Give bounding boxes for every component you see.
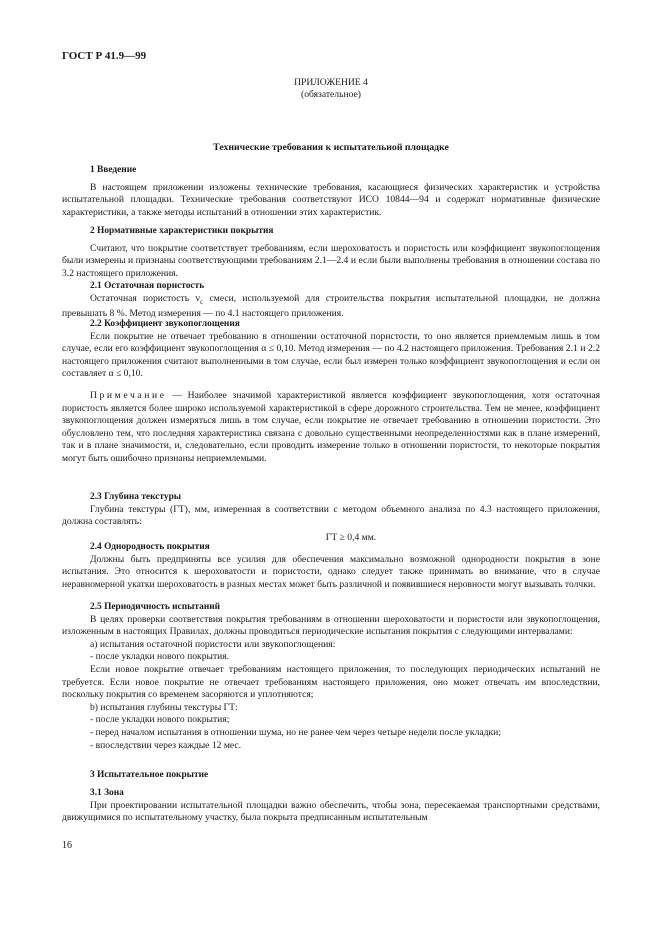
paragraph: Считают, что покрытие соответствует требованиям, если шероховатость и пористость или коэффициент звукопоглощения были измерены и признаны соответствующими требованиям 2.1—2.4 и если были выполнены требования в отношении состава по 3.2 настоящего приложения. [62,242,600,279]
note-label: Примечание [90,390,167,401]
annex-title: ПРИЛОЖЕНИЕ 4 [294,77,368,88]
list-item: - перед началом испытания в отношении шума, но не ранее чем через четыре недели после укладки; [90,726,501,738]
paragraph: Должны быть предприняты все усилия для обеспечения максимально возможной однородности покрытия в зоне испытания. Это относится к шероховатости и пористости, однако следует также принимать во внимание, что в случае неравномерной укатки шероховатость в разных местах может быть различной и появившиеся неровности могут вызывать толчки. [62,553,600,590]
section-heading: 2.2 Коэффициент звукопоглощения [90,319,240,329]
list-item: - впоследствии через каждые 12 мес. [90,739,242,751]
section-2-1 [62,280,600,321]
section-3-1 [62,787,600,825]
list-item: b) испытания глубины текстуры ГТ: [90,701,238,713]
section-heading: 2.5 Периодичность испытаний [90,602,221,612]
list-item: а) испытания остаточной пористости или звукопоглощения: [90,638,336,650]
list-item: - после укладки нового покрытия; [90,714,230,726]
subscript: c [200,297,204,306]
section-2-4 [62,541,600,591]
paragraph: Если новое покрытие отвечает требованиям настоящего приложения, то последующих периодических испытаний не требуется. Если новое покрытие не отвечает требованиям настоящего приложения, оно может отвечать им впоследствии, поскольку покрытия со временем засоряются и уплотняются; [62,663,600,701]
section-2-3 [62,491,600,544]
section-heading: 2.4 Однородность покрытия [90,542,210,552]
note-text: — Наиболее значимой характеристикой является коэффициент звукопоглощения, хотя остаточная пористость является более широко используемой характеристикой в сфере дорожного строительства. Тем не менее, коэффициент звукопоглощения должен измеряться лишь в том случае, если покрытие не отвечает требованию в отношении пористости. Это обусловлено тем, что последняя характеристика связана с довольно существенными неопределенностями как в плане измерений, так и в плане значимости, и, следовательно, если проводить измерение только в отношении пористости, то некоторые покрытия могут быть ошибочно признаны неприемлемыми. [62,390,600,464]
paragraph: Глубина текстуры (ГТ), мм, измеренная в соответствии с методом объемного анализа по 4.3 настоящего приложения, должна составлять: [62,503,600,528]
paragraph: Если покрытие не отвечает требованию в отношении остаточной пористости, то оно является приемлемым лишь в том случае, если его коэффициент звукопоглощения α ≤ 0,10. Метод измерения — по 4.2 настоящего приложения. Требования 2.1 и 2.2 настоящего приложения считают выполненными в том случае, если был измерен только коэффициент звукопоглощения и если он составляет α ≤ 0,10. [62,330,600,380]
section-3 [62,769,600,782]
paragraph [62,293,600,321]
text-run: смеси, используемой для строительства покрытия испытательной площадки, не должна превышать 8 %. Метод измерения — по 4.1 настоящего приложения. [62,292,600,320]
page-number: 16 [62,840,72,851]
note [62,390,600,466]
section-heading: 2 Нормативные характеристики покрытия [90,226,274,236]
standard-header: ГОСТ Р 41.9—99 [62,50,147,62]
main-title: Технические требования к испытательной площадке [213,142,449,153]
list-item: - после укладки нового покрытия. [90,651,230,663]
annex-subtitle: (обязательное) [301,89,361,100]
section-heading: 2.3 Глубина текстуры [90,492,182,502]
section-heading: 1 Введение [90,165,137,175]
section-2-5 [62,601,600,752]
section-heading: 3 Испытательное покрытие [90,770,209,780]
paragraph: В настоящем приложении изложены технические требования, касающиеся физических характеристик и устройства испытательной площадки. Технические требования соответствуют ИСО 10844—94 и содержат нормативные физические характеристики, а также методы испытаний в отношении этих характеристик. [62,181,600,218]
section-heading: 3.1 Зона [90,788,124,798]
paragraph: В целях проверки соответствия покрытия требованиям в отношении шероховатости и пористости или звукопоглощения, изложенным в настоящих Правилах, должны проводиться периодические испытания покрытия с следующими интервалами: [62,613,600,638]
section-2 [62,225,600,280]
paragraph: При проектировании испытательной площадки важно обеспечить, чтобы зона, пересекаемая транспортными средствами, движущимися по испытательному участку, была покрыта предписанным испытательным [62,799,600,824]
formula: ГТ ≥ 0,4 мм. [325,531,377,543]
section-2-2 [62,318,600,381]
text-run: Остаточная пористость v [90,292,201,304]
note-paragraph [62,390,600,466]
section-1 [62,164,600,219]
section-heading: 2.1 Остаточная пористость [90,281,205,291]
